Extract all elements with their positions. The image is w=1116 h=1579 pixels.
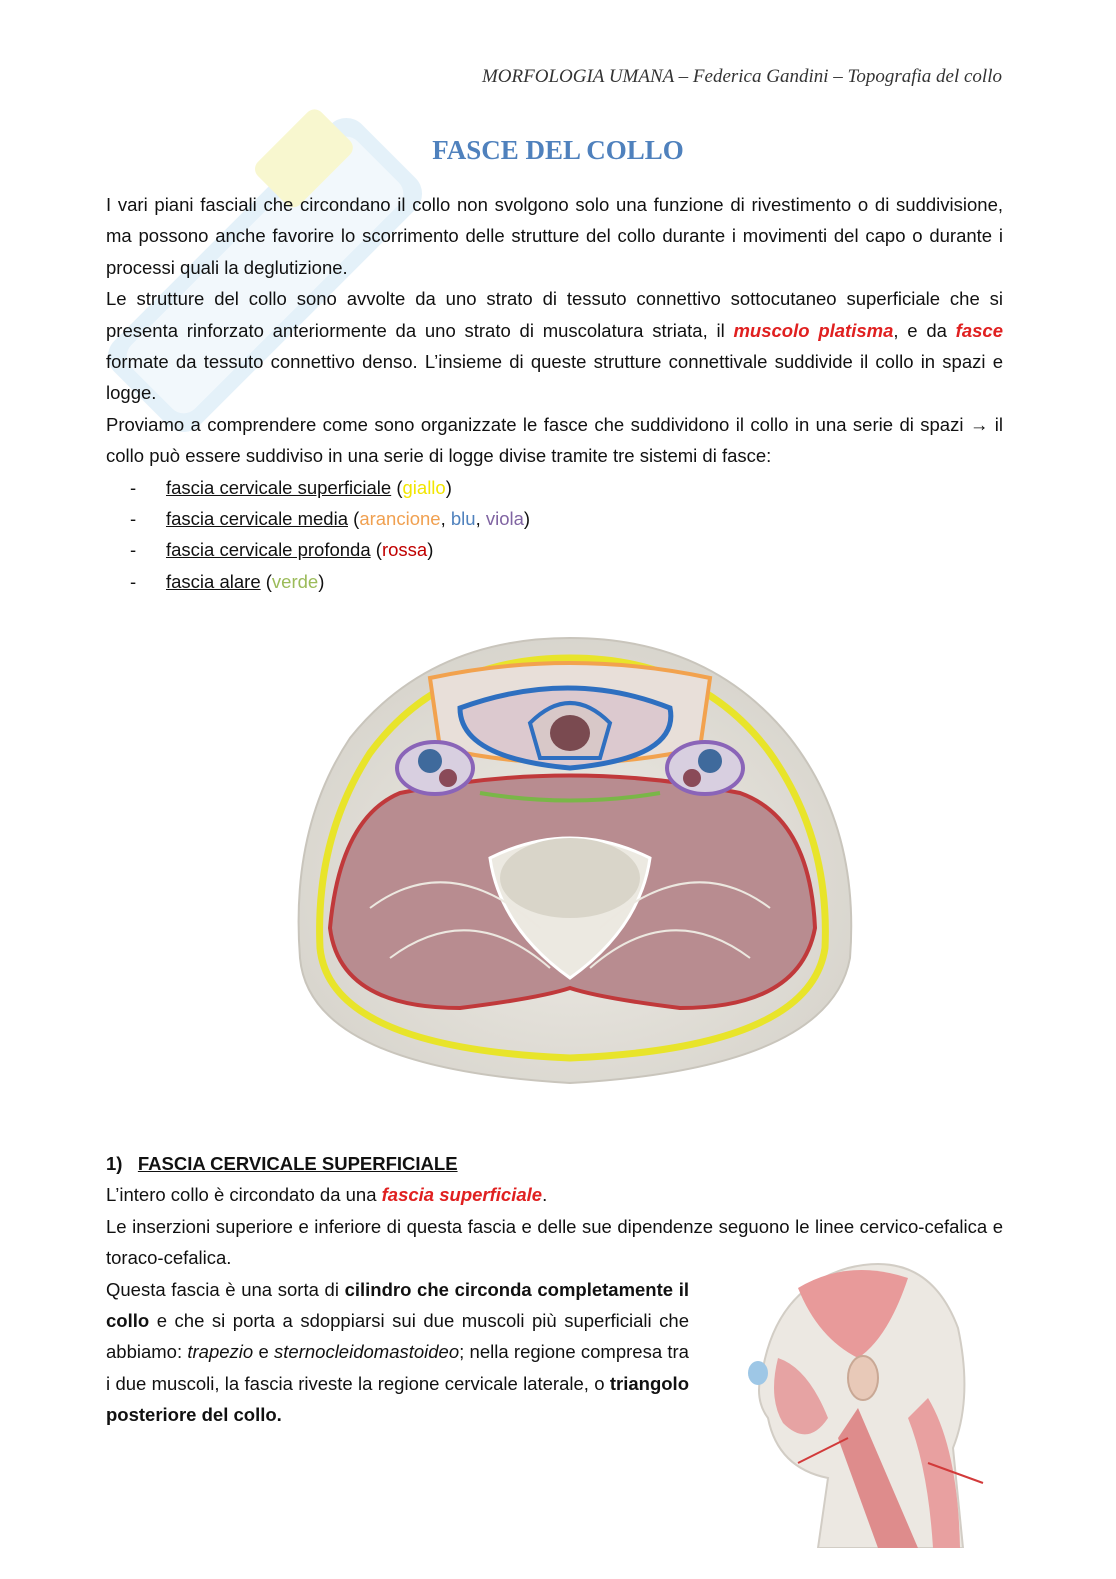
page-title: FASCE DEL COLLO xyxy=(432,135,684,165)
fascia-list xyxy=(106,472,1003,598)
neck-cross-section-illustration xyxy=(270,628,870,1098)
color-label: arancione xyxy=(359,508,441,530)
term-fasce: fasce xyxy=(955,319,1003,341)
list-item: - fascia cervicale profonda (rossa) xyxy=(106,534,1003,565)
color-label: verde xyxy=(271,570,319,592)
section-number: 1) xyxy=(106,1153,123,1174)
fascia-name: fascia cervicale media xyxy=(166,508,348,530)
running-header: MORFOLOGIA UMANA – Federica Gandini – Topografia del collo xyxy=(481,66,1002,87)
text-run: Questa fascia è una sorta di xyxy=(106,1278,345,1300)
term-sternocleidomastoideo: sternocleidomastoideo xyxy=(274,1341,460,1363)
list-item: - fascia alare (verde) xyxy=(106,566,1003,597)
list-item: - fascia cervicale superficiale (giallo) xyxy=(106,472,1003,503)
intro-section xyxy=(106,189,1003,597)
bold-run: triangolo posteriore del collo. xyxy=(106,1372,689,1426)
term-trapezio: trapezio xyxy=(187,1341,254,1363)
fascia-name: fascia cervicale profonda xyxy=(166,539,371,561)
color-label: viola xyxy=(485,508,524,530)
intro-paragraph-1: I vari piani fasciali che circondano il collo non svolgono solo una funzione di rivestimento o di suddivisione, ma possono anche favorire lo scorrimento delle strutture del collo durante i movimenti del capo o durante i processi quali la deglutizione. xyxy=(106,194,1003,278)
intro-paragraph-3: Proviamo a comprendere come sono organizzate le fasce che suddividono il collo in una serie di spazi → il collo può essere suddiviso in una serie di logge divise tramite tre sistemi di fasce: xyxy=(106,413,1003,467)
text-run: formate da tessuto connettivo denso. L’insieme di queste strutture connettivale suddivide il collo in spazi e logge. xyxy=(106,351,1003,404)
fascia-name: fascia cervicale superficiale xyxy=(166,476,392,498)
term-muscolo-platisma: muscolo platisma xyxy=(733,319,894,341)
text-run: e che si porta a sdoppiarsi sui due muscoli più superficiali che abbiamo: xyxy=(106,1310,689,1363)
fascia-name: fascia alare xyxy=(166,570,261,592)
bold-run: cilindro che circonda completamente il collo xyxy=(106,1278,689,1332)
section-paragraph-3 xyxy=(106,1274,689,1431)
intro-paragraph-2 xyxy=(106,283,1003,409)
term-fascia-superficiale: fascia superficiale xyxy=(381,1184,543,1206)
text-run: L’intero collo è circondato da una xyxy=(106,1184,382,1206)
text-run: , e da xyxy=(893,319,956,341)
color-label: rossa xyxy=(381,539,428,561)
section-paragraph-2: Le inserzioni superiore e inferiore di questa fascia e delle sue dipendenze seguono le linee cervico-cefalica e toraco-cefalica. xyxy=(106,1215,1003,1269)
text-run: ; nella regione compresa tra i due muscoli, la fascia riveste la regione cervicale laterale, o xyxy=(106,1341,689,1394)
head-neck-lateral-illustration xyxy=(738,1248,998,1548)
list-item: - fascia cervicale media (arancione, blu, viola) xyxy=(106,503,1003,534)
text-run: . xyxy=(542,1184,548,1206)
color-label: giallo xyxy=(402,476,446,498)
color-label: blu xyxy=(450,508,476,530)
text-run: Le strutture del collo sono avvolte da uno strato di tessuto connettivo sottocutaneo superficiale che si presenta rinforzato anteriormente da uno strato di muscolatura striata, il xyxy=(106,288,1003,341)
text-run: e xyxy=(253,1341,275,1363)
section-heading-text: FASCIA CERVICALE SUPERFICIALE xyxy=(137,1153,458,1174)
section-paragraph-1 xyxy=(106,1179,1003,1210)
section-heading xyxy=(106,1148,1003,1179)
